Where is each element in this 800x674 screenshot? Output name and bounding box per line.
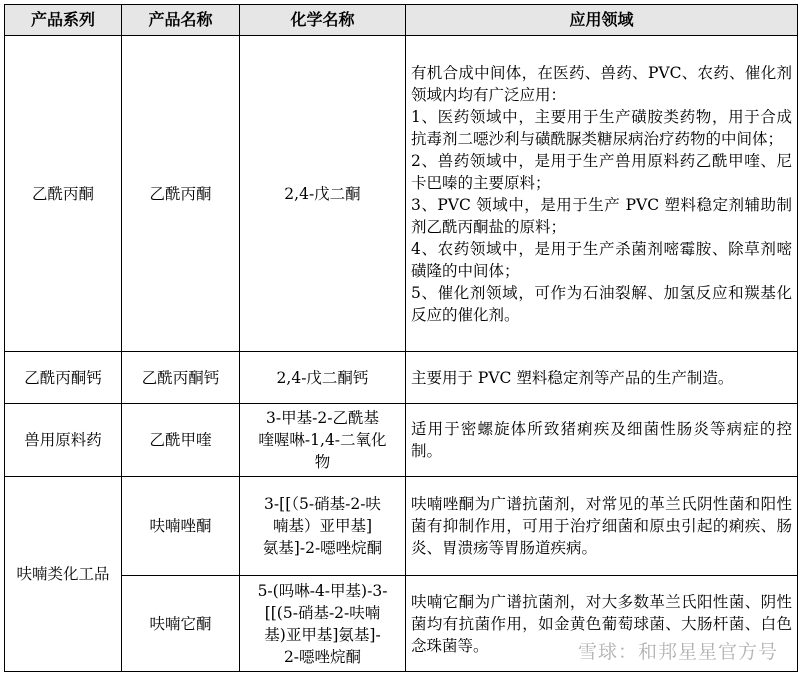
application-cell	[406, 352, 798, 404]
application-cell	[406, 477, 798, 576]
chemical-name-cell	[240, 36, 406, 352]
application-line: 3、PVC 领域中，是用于生产 PVC 塑料稳定剂辅助制剂乙酰丙酮盐的原料；	[411, 195, 792, 236]
application-line: 2、兽药领域中，是用于生产兽用原料药乙酰甲喹、尼卡巴嗪的主要原料；	[411, 151, 792, 192]
product-name-cell: 呋喃唑酮	[122, 477, 240, 576]
application-cell	[406, 36, 798, 352]
application-line: 主要用于 PVC 塑料稳定剂等产品的生产制造。	[411, 368, 734, 387]
chemical-name-line: 物	[314, 453, 331, 471]
chemical-name-line: 2-噁唑烷酮	[283, 647, 362, 666]
chemical-name-cell	[240, 352, 406, 404]
chemical-name-line: 氨基]-2-噁唑烷酮	[262, 539, 383, 557]
watermark: 雪球：和邦星星官方号	[577, 641, 778, 663]
product-name-cell: 乙酰丙酮钙	[122, 352, 240, 404]
chemical-name-cell	[240, 404, 406, 477]
chemical-name-line: 喃基）亚甲基]	[272, 517, 373, 535]
header-row	[5, 5, 798, 36]
table-row	[5, 352, 798, 404]
application-line: 4、农药领域中，是用于生产杀菌剂嘧霉胺、除草剂嘧磺隆的中间体；	[411, 239, 792, 280]
chemical-name-line: [[(5-硝基-2-呋喃	[264, 603, 381, 622]
application-line: 有机合成中间体，在医药、兽药、PVC、农药、催化剂领域内均有广泛应用：	[411, 63, 792, 104]
chemical-name-line: 基)亚甲基]氨基]-	[264, 625, 381, 644]
chemical-name-cell	[240, 576, 406, 672]
chemical-name-line: 5-(吗啉-4-甲基)-3-	[257, 581, 388, 600]
header-application: 应用领域	[406, 5, 798, 36]
table-row	[5, 404, 798, 477]
series-cell: 兽用原料药	[5, 404, 122, 477]
series-cell: 乙酰丙酮钙	[5, 352, 122, 404]
application-line: 5、催化剂领域，可作为石油裂解、加氢反应和羰基化反应的催化剂。	[411, 283, 792, 324]
table-row	[5, 36, 798, 352]
application-line: 适用于密螺旋体所致猪痢疾及细菌性肠炎等病症的控制。	[411, 420, 792, 460]
product-name-cell: 呋喃它酮	[122, 576, 240, 672]
chemical-name-line: 2,4-戊二酮	[284, 184, 361, 203]
chemical-name-line: 3-[[（5-硝基-2-呋	[264, 495, 381, 513]
chemical-name-cell	[240, 477, 406, 576]
chemical-name-line: 喹喔啉-1,4-二氧化	[258, 431, 387, 449]
application-line: 1、医药领域中，主要用于生产磺胺类药物，用于合成抗毒剂二噁沙利与磺酰脲类糖尿病治疗药物的中间体；	[411, 107, 792, 148]
header-series: 产品系列	[5, 5, 122, 36]
header-product-name: 产品名称	[122, 5, 240, 36]
series-cell: 乙酰丙酮	[5, 36, 122, 352]
product-table	[4, 4, 798, 672]
product-name-cell: 乙酰丙酮	[122, 36, 240, 352]
chemical-name-line: 3-甲基-2-乙酰基	[266, 409, 379, 427]
product-name-cell: 乙酰甲喹	[122, 404, 240, 477]
header-chemical-name: 化学名称	[240, 5, 406, 36]
table-row	[5, 477, 798, 576]
series-cell: 呋喃类化工品	[5, 477, 122, 672]
application-cell	[406, 404, 798, 477]
application-line: 呋喃它酮为广谱抗菌剂，对大多数革兰氏阳性菌、阴性菌均有抗菌作用，如金黄色葡萄球菌、大肠杆菌、白色念珠菌等。	[411, 592, 792, 655]
application-line: 呋喃唑酮为广谱抗菌剂，对常见的革兰氏阴性菌和阳性菌有抑制作用，可用于治疗细菌和原虫引起的痢疾、肠炎、胃溃疡等胃肠道疾病。	[411, 495, 792, 557]
chemical-name-line: 2,4-戊二酮钙	[276, 368, 369, 387]
